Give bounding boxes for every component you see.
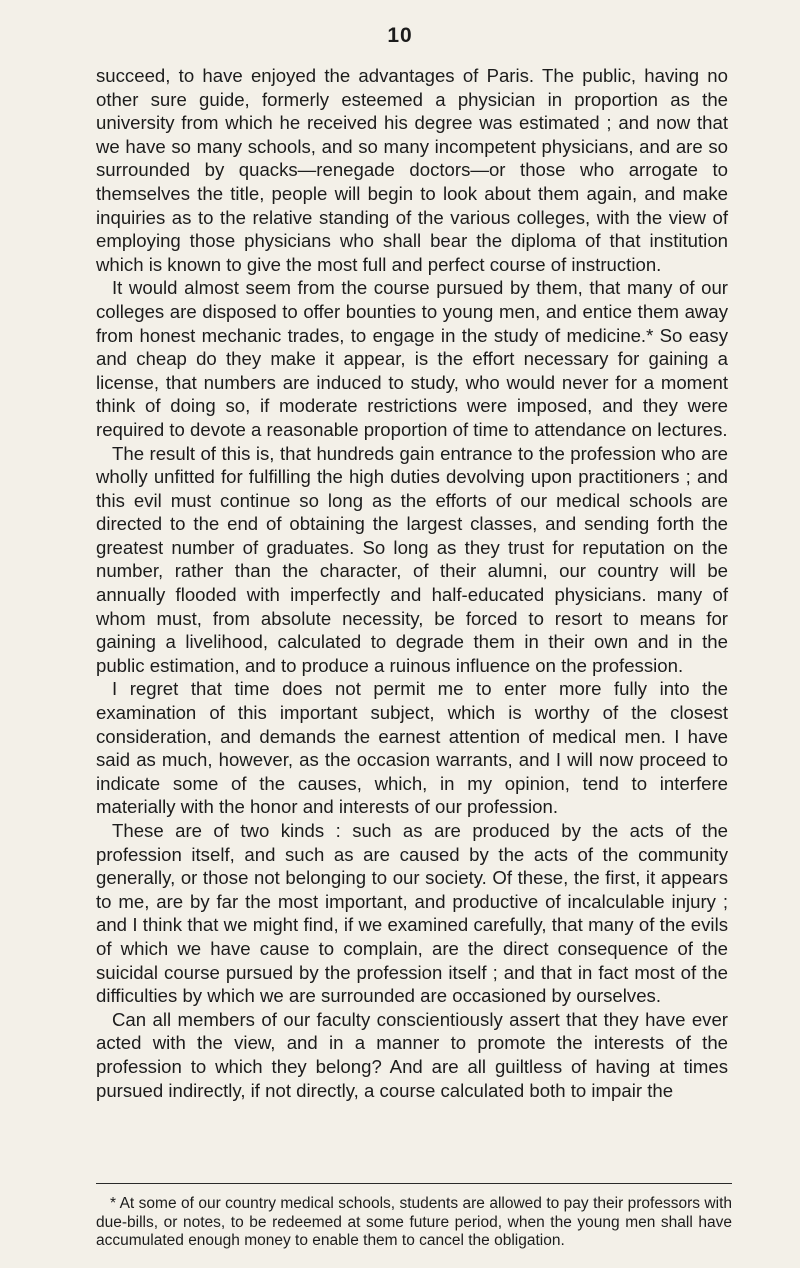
paragraph: succeed, to have enjoyed the advantages of Paris. The public, having no other sure guide, formerly esteemed a physician in proportion as the university from which he received his degree was estimated ; and now that we have so many schools, and so many incompetent physicians, and are so surrounded by quacks—renegade doctors—or those who arrogate to themselves the title, people will begin to look about them again, and make inquiries as to the relative standing of the various colleges, with the view of employing those physicians who shall bear the diploma of that institution which is known to give the most full and perfect course of instruction.	[96, 65, 728, 275]
page-number: 10	[387, 24, 413, 47]
paragraph: These are of two kinds : such as are produced by the acts of the profession itself, and such as are caused by the acts of the community generally, or those not belonging to our society. Of these, the first, it appears to me, are by far the most important, and productive of incalculable injury ; and I think that we might find, if we examined carefully, that many of the evils of which we have cause to complain, are the direct consequence of the suicidal course pursued by the profession itself ; and that in fact most of the difficulties by which we are surrounded are occasioned by ourselves.	[96, 820, 728, 1007]
paragraph: Can all members of our faculty conscientiously assert that they have ever acted with the view, and in a manner to promote the interests of the profession to which they belong? And are all guiltless of having at times pursued indirectly, if not directly, a course calculated both to impair the	[96, 1008, 728, 1101]
paragraph: I regret that time does not permit me to enter more fully into the examination of this important subject, which is worthy of the closest consideration, and demands the earnest attention of medical men. I have said as much, however, as the occasion warrants, and I will now proceed to indicate some of the causes, which, in my opinion, tend to interfere materially with the honor and interests of our profession.	[96, 678, 728, 818]
paragraph: The result of this is, that hundreds gain entrance to the profession who are wholly unfitted for fulfilling the high duties devolving upon practitioners ; and this evil must continue so long as the efforts of our medical schools are directed to the end of obtaining the largest classes, and sending forth the greatest number of graduates. So long as they trust for reputation on the number, rather than the character, of their alumni, our country will be annually flooded with imperfectly and half-educated physicians. many of whom must, from absolute necessity, be forced to resort to means for gaining a livelihood, calculated to degrade them in their own and in the public estimation, and to produce a ruinous influence on the profession.	[96, 442, 728, 676]
footnote-divider	[96, 1183, 732, 1184]
paragraph: It would almost seem from the course pursued by them, that many of our colleges are disposed to offer bounties to young men, and entice them away from honest mechanic trades, to engage in the study of medicine.* So easy and cheap do they make it appear, is the effort necessary for gaining a license, that numbers are induced to study, who would never for a moment think of doing so, if moderate restrictions were imposed, and they were required to devote a reasonable proportion of time to attendance on lectures.	[96, 277, 728, 440]
body-text	[96, 64, 728, 1102]
footnote: * At some of our country medical schools, students are allowed to pay their professors with due-bills, or notes, to be redeemed at some future period, when the young men shall have accumulated enough money to enable them to cancel the obligation.	[96, 1195, 732, 1249]
